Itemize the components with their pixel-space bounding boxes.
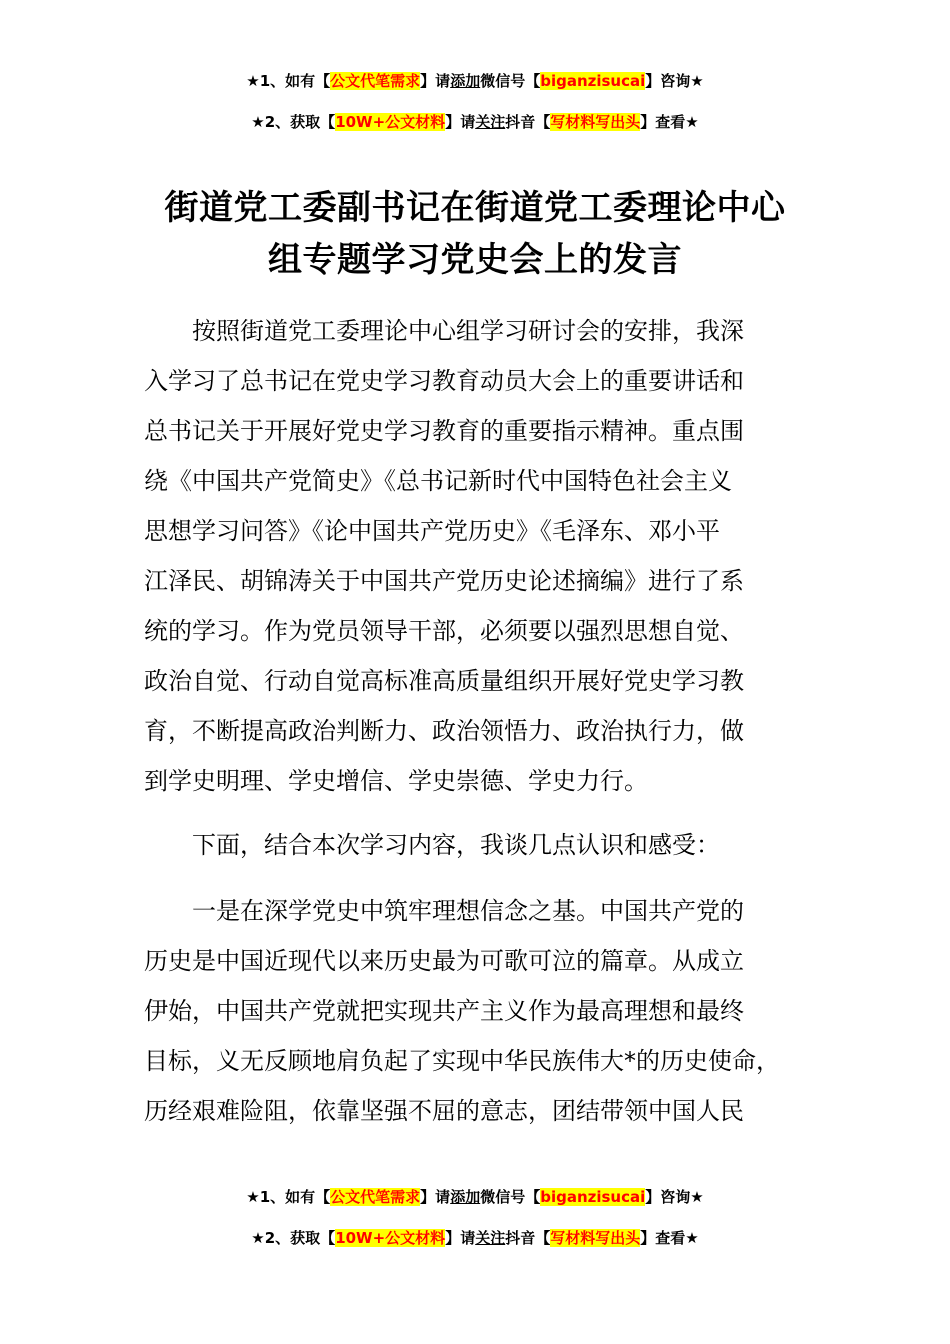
body-line: 绕《中国共产党简史》《总书记新时代中国特色社会主义: [144, 467, 732, 495]
banner-text: 】请: [420, 72, 451, 90]
banner-highlight: 写材料写出头: [550, 1229, 641, 1247]
body-line: 入学习了总书记在党史学习教育动员大会上的重要讲话和: [144, 367, 744, 395]
banner-text: 】请: [445, 1229, 476, 1247]
body-line: 育，不断提高政治判断力、政治领悟力、政治执行力，做: [144, 717, 744, 745]
banner-highlight: 公文代笔需求: [330, 1188, 421, 1206]
banner-text: ★1、如有【: [246, 1188, 331, 1206]
body-line: 历史是中国近现代以来历史最为可歌可泣的篇章。从成立: [144, 947, 744, 975]
body-line: 政治自觉、行动自觉高标准高质量组织开展好党史学习教: [144, 667, 744, 695]
body-line: 一是在深学党史中筑牢理想信念之基。中国共产党的: [192, 897, 744, 925]
banner-highlight: biganzisucai: [540, 72, 646, 90]
body-line: 统的学习。作为党员领导干部，必须要以强烈思想自觉、: [144, 617, 744, 645]
document-title: [100, 182, 850, 286]
banner-text: 】请: [420, 1188, 451, 1206]
body-line: 到学史明理、学史增信、学史崇德、学史力行。: [144, 767, 648, 795]
body-line: 伊始，中国共产党就把实现共产主义作为最高理想和最终: [144, 997, 744, 1025]
banner-text: 】咨询★: [645, 72, 704, 90]
banner-highlight: biganzisucai: [540, 1188, 646, 1206]
footer-banner-line-2: [0, 1227, 950, 1249]
body-line: 思想学习问答》《论中国共产党历史》《毛泽东、邓小平: [144, 517, 720, 545]
title-line-1: 街道党工委副书记在街道党工委理论中心: [164, 188, 786, 228]
banner-text: ★2、获取【: [251, 1229, 336, 1247]
banner-text: ★1、如有【: [246, 72, 331, 90]
body-line: 下面，结合本次学习内容，我谈几点认识和感受：: [192, 831, 720, 859]
title-line-2: 组专题学习党史会上的发言: [268, 240, 682, 280]
body-line: 按照街道党工委理论中心组学习研讨会的安排，我深: [192, 317, 744, 345]
body-line: 江泽民、胡锦涛关于中国共产党历史论述摘编》进行了系: [144, 567, 744, 595]
banner-text: 抖音【: [505, 1229, 551, 1247]
banner-text: 】咨询★: [645, 1188, 704, 1206]
banner-text: 】请: [445, 113, 476, 131]
body-paragraph-2: [144, 820, 808, 870]
banner-text: 】查看★: [640, 1229, 699, 1247]
body-line: 历经艰难险阻，依靠坚强不屈的意志，团结带领中国人民: [144, 1097, 744, 1125]
banner-highlight: 公文代笔需求: [330, 72, 421, 90]
body-paragraph-3: [144, 886, 808, 1136]
banner-highlight: 10W+公文材料: [335, 1229, 446, 1247]
banner-text: 微信号【: [480, 1188, 541, 1206]
body-paragraph-1: [144, 306, 808, 806]
banner-highlight: 写材料写出头: [550, 113, 641, 131]
body-line: 目标，义无反顾地肩负起了实现中华民族伟大*的历史使命，: [144, 1047, 780, 1075]
banner-underline: 关注: [475, 113, 506, 131]
header-banner-line-2: [0, 111, 950, 133]
footer-banner-line-1: [0, 1186, 950, 1208]
banner-text: 微信号【: [480, 72, 541, 90]
banner-underline: 关注: [475, 1229, 506, 1247]
header-banner-line-1: [0, 70, 950, 92]
banner-underline: 添加: [450, 72, 481, 90]
banner-text: 抖音【: [505, 113, 551, 131]
banner-text: ★2、获取【: [251, 113, 336, 131]
body-line: 总书记关于开展好党史学习教育的重要指示精神。重点围: [144, 417, 744, 445]
banner-text: 】查看★: [640, 113, 699, 131]
banner-highlight: 10W+公文材料: [335, 113, 446, 131]
banner-underline: 添加: [450, 1188, 481, 1206]
